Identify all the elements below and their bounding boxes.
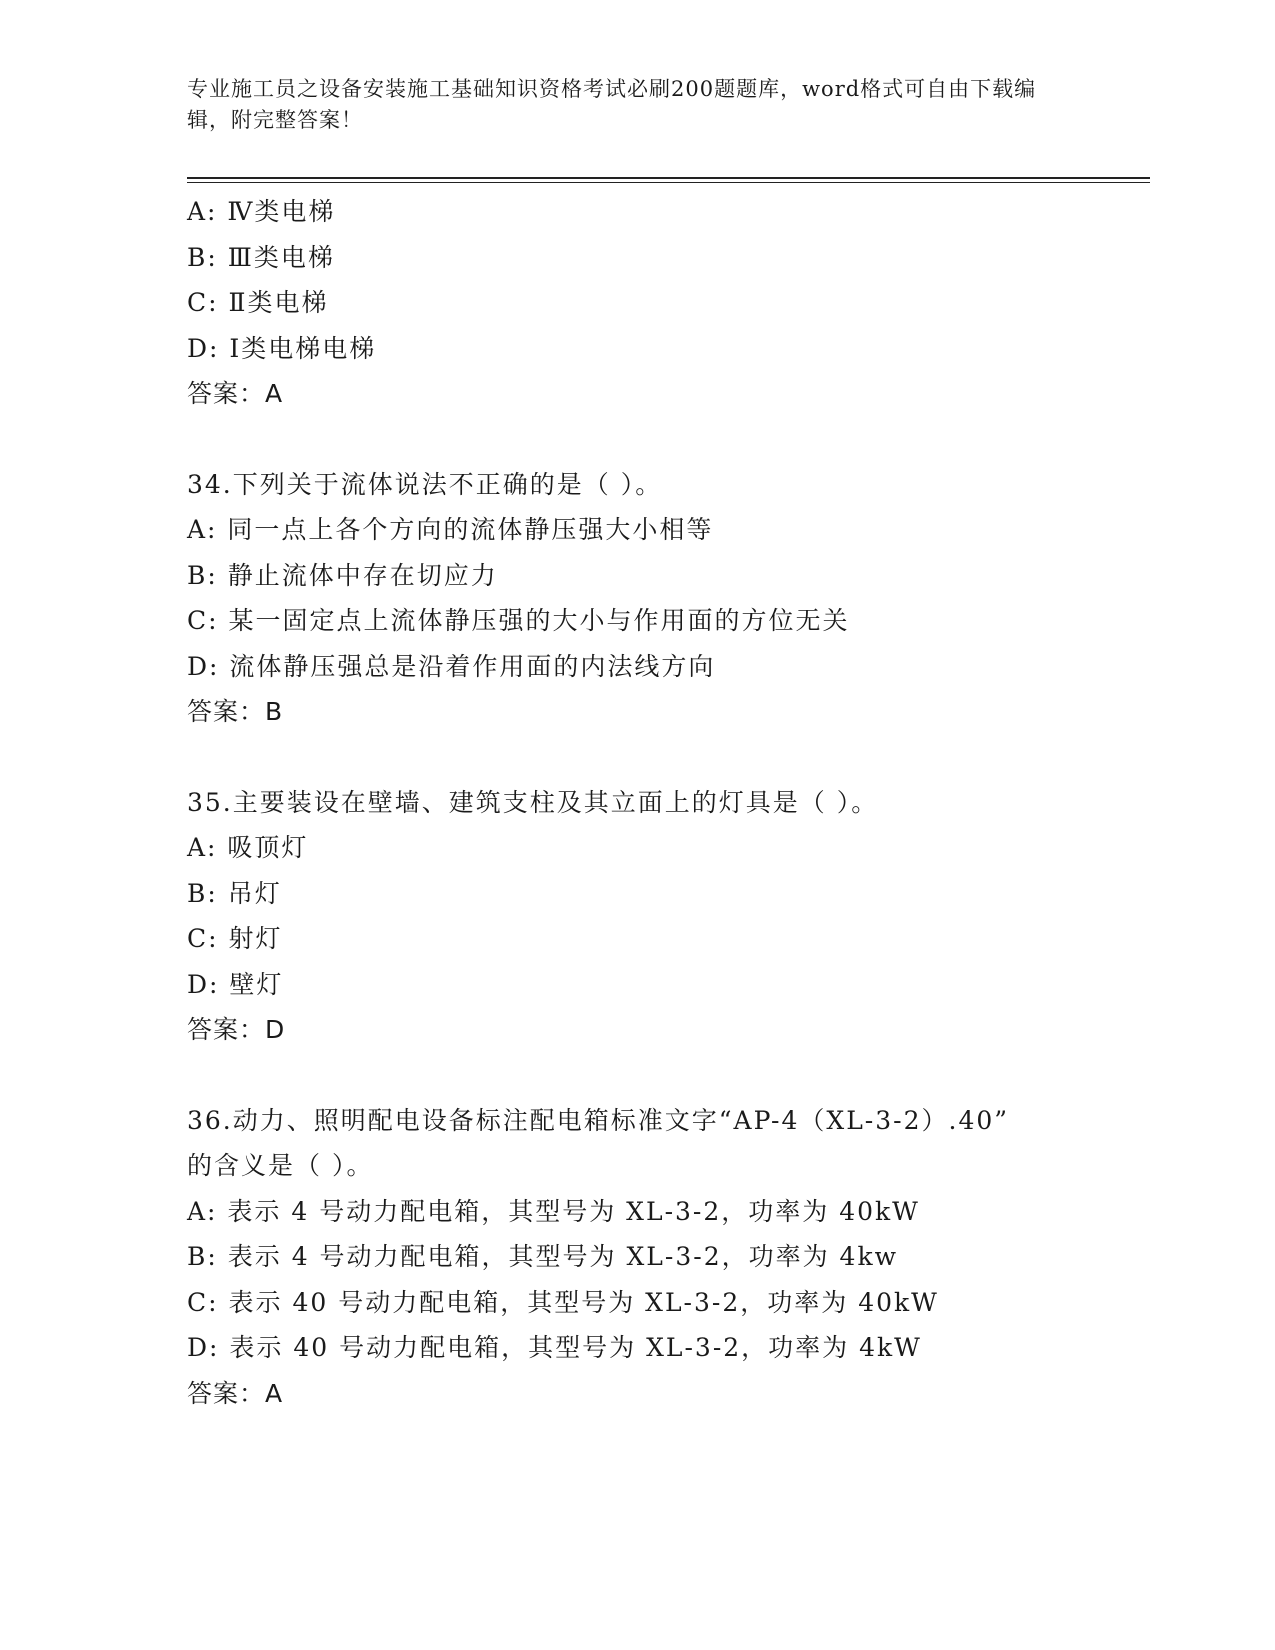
question-content <box>187 189 1117 1416</box>
question-33 <box>187 189 1117 417</box>
option-b: B: 吊灯 <box>187 878 282 908</box>
option-a: A: 吸顶灯 <box>187 833 309 862</box>
option-d: D: 流体静压强总是沿着作用面的内法线方向 <box>187 651 716 681</box>
option-b: B: Ⅲ类电梯 <box>187 242 335 272</box>
option-b: B: 静止流体中存在切应力 <box>187 560 498 590</box>
option-c: C: 射灯 <box>187 924 283 953</box>
option-d: D: Ⅰ类电梯电梯 <box>187 333 377 363</box>
header-rule-thick <box>187 177 1150 179</box>
answer: 答案：A <box>187 379 284 408</box>
option-c: C: 表示 40 号动力配电箱，其型号为 XL-3-2，功率为 40kW <box>187 1287 939 1317</box>
spacer <box>187 1053 1117 1098</box>
option-d: D: 壁灯 <box>187 969 284 999</box>
document-header <box>187 74 1067 136</box>
question-text: 35.主要装设在壁墙、建筑支柱及其立面上的灯具是（ ）。 <box>187 787 879 817</box>
option-c: C: Ⅱ类电梯 <box>187 288 329 317</box>
answer: 答案：A <box>187 1378 284 1408</box>
spacer <box>187 735 1117 780</box>
question-34 <box>187 462 1117 735</box>
answer: 答案：B <box>187 697 284 726</box>
option-a: A: 表示 4 号动力配电箱，其型号为 XL-3-2，功率为 40kW <box>187 1196 920 1226</box>
question-36 <box>187 1098 1117 1417</box>
option-c: C: 某一固定点上流体静压强的大小与作用面的方位无关 <box>187 606 850 635</box>
question-35 <box>187 780 1117 1053</box>
option-a: A: 同一点上各个方向的流体静压强大小相等 <box>187 515 714 544</box>
question-text-line-2: 的含义是（ ）。 <box>187 1151 374 1180</box>
spacer <box>187 417 1117 462</box>
option-b: B: 表示 4 号动力配电箱，其型号为 XL-3-2，功率为 4kw <box>187 1242 898 1271</box>
answer: 答案：D <box>187 1015 286 1044</box>
header-title: 专业施工员之设备安装施工基础知识资格考试必刷200题题库，word格式可自由下载编辑，附完整答案！ <box>187 77 1037 132</box>
question-text-line-1: 36.动力、照明配电设备标注配电箱标准文字“AP-4（XL-3-2）.40” <box>187 1105 1010 1135</box>
option-a: A: Ⅳ类电梯 <box>187 197 336 226</box>
header-rule-thin <box>187 182 1150 183</box>
option-d: D: 表示 40 号动力配电箱，其型号为 XL-3-2，功率为 4kW <box>187 1333 922 1362</box>
question-text: 34.下列关于流体说法不正确的是（ ）。 <box>187 469 663 499</box>
